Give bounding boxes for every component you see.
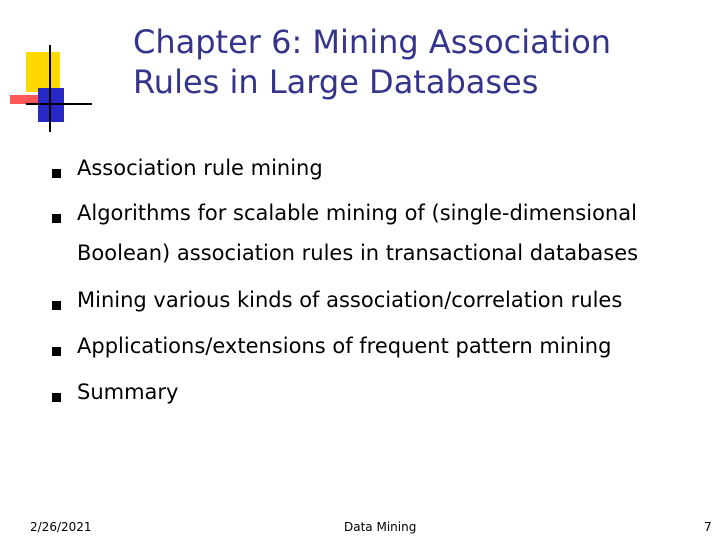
bullet-square-icon	[52, 214, 61, 223]
bullet-text: Summary	[77, 380, 179, 404]
slide-title-line-2: Rules in Large Databases	[133, 63, 539, 101]
bullet-text-continuation: Boolean) association rules in transactional databases	[77, 241, 639, 265]
bullet-square-icon	[52, 393, 61, 402]
bullet-text: Mining various kinds of association/correlation rules	[77, 288, 623, 312]
bullet-square-icon	[52, 301, 61, 310]
footer-title: Data Mining	[344, 520, 417, 534]
bullet-square-icon	[52, 169, 61, 178]
bullet-text: Algorithms for scalable mining of (single-dimensional	[77, 201, 637, 225]
footer-date: 2/26/2021	[30, 520, 92, 534]
slide-title-line-1: Chapter 6: Mining Association	[133, 23, 612, 61]
page-number: 7	[704, 520, 712, 534]
bullet-text: Association rule mining	[77, 156, 323, 180]
bullet-text: Applications/extensions of frequent pattern mining	[77, 334, 612, 358]
bullet-square-icon	[52, 347, 61, 356]
